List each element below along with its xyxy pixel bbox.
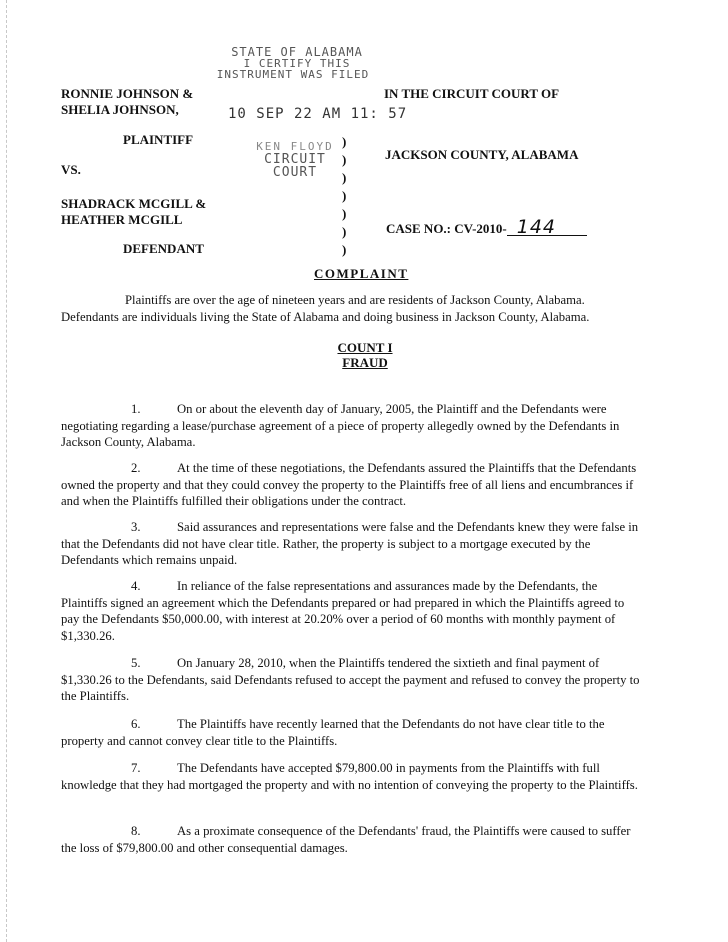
paragraph-number: 3. [131, 520, 141, 534]
plaintiff-name-2: SHELIA JOHNSON, [61, 102, 179, 117]
paragraph-number: 2. [131, 461, 141, 475]
stamp-line-3: INSTRUMENT WAS FILED [216, 68, 370, 81]
count-heading: COUNT I [337, 340, 393, 355]
paragraph-4 [61, 578, 641, 645]
paragraph-text: At the time of these negotiations, the Defendants assured the Plaintiffs that the Defendants owned the property and that they could convey the property to the Plaintiffs free of all liens and encumbrances if and when the Plaintiffs fulfilled their obligations under the contract. [61, 461, 637, 509]
case-number-label: CASE NO.: CV-2010- [386, 221, 507, 236]
versus-label: VS. [61, 162, 81, 177]
intro-paragraph [61, 292, 641, 325]
defendant-name-2: HEATHER MCGILL [61, 212, 183, 227]
paragraph-number: 6. [131, 717, 141, 731]
stamp-date: 10 SEP 22 AM 11: 57 [228, 106, 408, 122]
court-county: JACKSON COUNTY, ALABAMA [385, 147, 579, 162]
paragraph-number: 5. [131, 656, 141, 670]
paragraph-6 [61, 716, 641, 749]
filing-stamp [216, 45, 372, 81]
paragraph-number: 7. [131, 761, 141, 775]
paragraph-text: On or about the eleventh day of January, 2005, the Plaintiff and the Defendants were negotiating regarding a lease/purchase agreement of a piece of property allegedly owned by the Defendants in Jackson County, Alabama. [61, 402, 620, 450]
plaintiff-name-1: RONNIE JOHNSON & [61, 86, 194, 101]
stamp-line-2: I CERTIFY THIS [243, 57, 351, 70]
paragraph-number: 1. [131, 402, 141, 416]
caption-divider: ) ) ) ) ) ) ) [342, 134, 347, 257]
paragraph-2 [61, 460, 641, 510]
count-subheading: FRAUD [342, 355, 388, 370]
paragraph-3 [61, 519, 641, 569]
paragraph-text: On January 28, 2010, when the Plaintiffs tendered the sixtieth and final payment of $1,330.26 to the Defendants, said Defendants refused to accept the payment and refused to convey the property to the Plaintiffs. [61, 656, 640, 704]
case-parties [61, 86, 206, 257]
paragraph-5 [61, 655, 641, 705]
case-number-value: 144 [507, 220, 587, 236]
intro-text: Plaintiffs are over the age of nineteen years and are residents of Jackson County, Alabama. Defendants are individuals living the State of Alabama and doing business in Jackson County, Alabama. [61, 293, 590, 324]
paragraph-1 [61, 401, 641, 451]
paragraph-8 [61, 823, 641, 856]
paragraph-text: In reliance of the false representations and assurances made by the Defendants, the Plaintiffs signed an agreement which the Defendants prepared or had prepared in which the Plaintiffs agreed to pay the Defendants $50,000.00, with interest at 20.20% over a period of 60 months with monthly payment of $1,330.26. [61, 579, 625, 644]
paragraph-text: As a proximate consequence of the Defendants' fraud, the Plaintiffs were caused to suffer the loss of $79,800.00 and other consequential damages. [61, 824, 631, 855]
paragraph-number: 4. [131, 579, 141, 593]
paragraph-text: The Defendants have accepted $79,800.00 in payments from the Plaintiffs with full knowledge that they had mortgaged the property and with no intention of conveying the property to the Plaintiffs. [61, 761, 638, 792]
paragraph-text: Said assurances and representations were false and the Defendants knew they were false in that the Defendants did not have clear title. Rather, the property is subject to a mortgage executed by the Defendants which remains unpaid. [61, 520, 639, 568]
paragraph-text: The Plaintiffs have recently learned that the Defendants do not have clear title to the property and cannot convey clear title to the Plaintiffs. [61, 717, 605, 748]
paragraph-number: 8. [131, 824, 141, 838]
court-name: IN THE CIRCUIT COURT OF [384, 86, 560, 101]
plaintiff-role: PLAINTIFF [123, 132, 194, 147]
scan-edge [6, 0, 8, 942]
document-title: COMPLAINT [314, 266, 409, 281]
stamp-clerk [240, 140, 350, 179]
defendant-name-1: SHADRACK MCGILL & [61, 196, 207, 211]
stamp-clerk-name: KEN FLOYD [256, 140, 334, 153]
defendant-role: DEFENDANT [123, 241, 204, 256]
stamp-clerk-court: CIRCUIT COURT [264, 152, 326, 180]
stamp-line-1: STATE OF ALABAMA [231, 45, 363, 59]
paragraph-7 [61, 760, 641, 793]
case-number [386, 216, 587, 238]
